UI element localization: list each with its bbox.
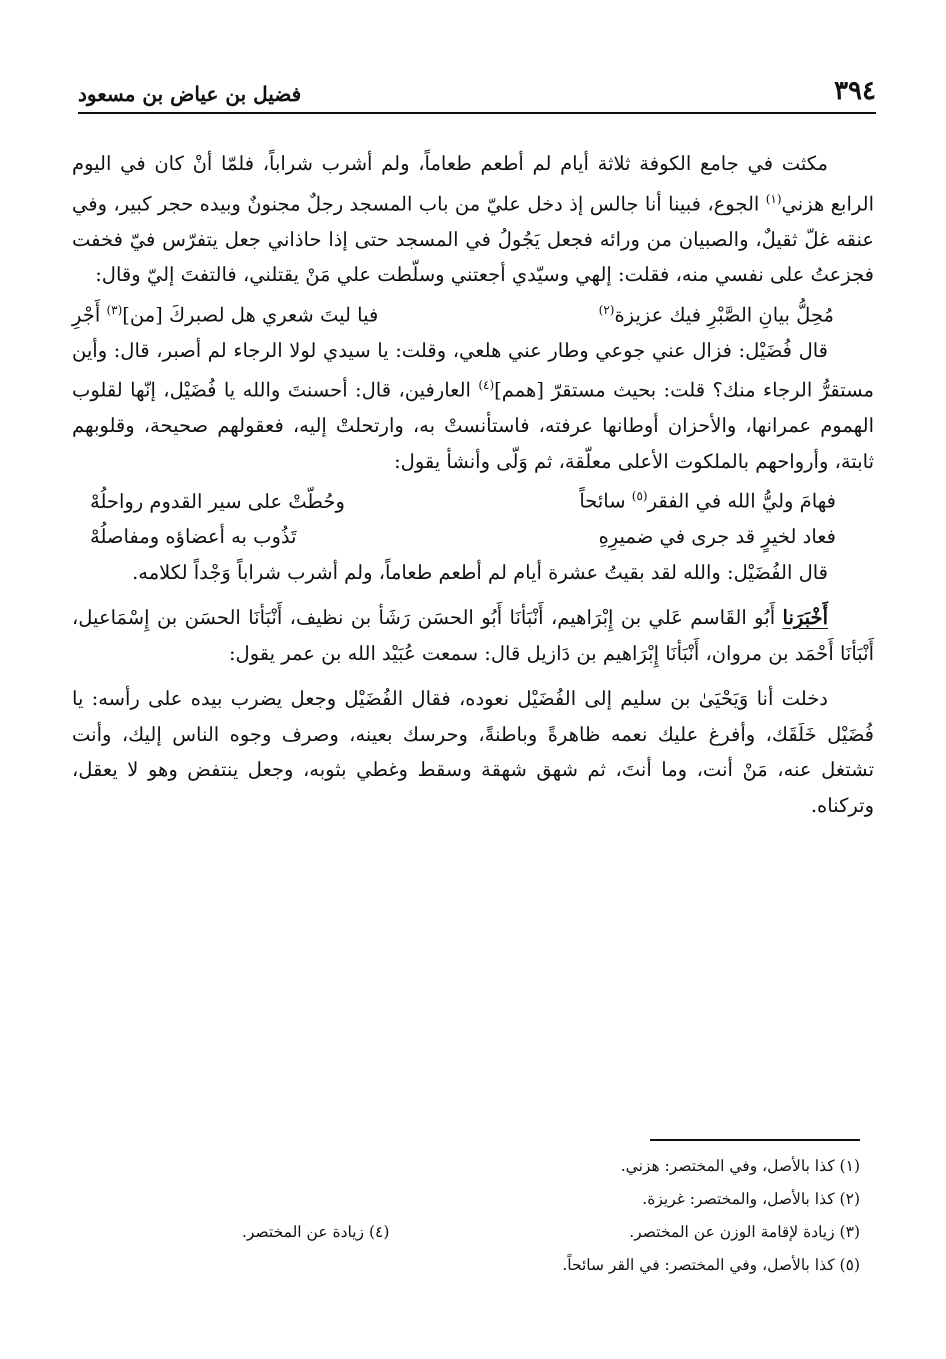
verse-3-second-hemistich: تَذُوب به أعضاؤه ومفاصلُهْ	[90, 525, 297, 548]
verse-2-first-hemistich	[579, 479, 836, 519]
verse-1-first-hemistich	[599, 293, 834, 333]
running-title: فضيل بن عياض بن مسعود	[78, 82, 302, 106]
footnote-ref-1: (١)	[765, 191, 782, 206]
footnote-divider	[650, 1139, 860, 1141]
verse-3-first-hemistich: فعاد لخيرٍ قد جرى في ضميرِهِ	[598, 525, 836, 548]
verse-line-1	[72, 293, 874, 333]
page-number: ٣٩٤	[834, 76, 876, 106]
verse-1-second-hemistich	[72, 293, 378, 333]
footnote-ref-3: (٣)	[106, 302, 123, 317]
footnote-1	[72, 1150, 860, 1183]
footnote-2	[72, 1183, 860, 1216]
footnote-4-text: (٤) زيادة عن المختصر.	[242, 1223, 390, 1241]
akhbarana-lead: أَخْبَرَنا	[782, 606, 828, 629]
paragraph-4-text: أَبُو القَاسم عَلي بن إِبْرَاهيم، أَنْبَأنَا أَبُو الحسَن رَشَأ بن نظيف، أَنْبَأنَا الحسَن بن إِسْمَاعيل، أَنْبَأنَا أَحْمَد بن مروان، أَنْبَأنَا إِبْرَاهيم بن دَازيل قال: سمعت عُبَيْد الله بن عمر يقول:	[72, 606, 874, 665]
section-gap	[72, 590, 874, 600]
paragraph-2-continued: العارفين، قال: أحسنتَ والله يا فُضَيْل، إنّها لقلوب الهموم عمرانها، والأحزان أوطانها عرفته، فاستأنستْ به، وارتحلتْ إليه، فعقولهم صحيحة، وقلوبهم ثابتة، وأرواحهم بالملكوت الأعلى معلّقة، ثم وَلّى وأنشأ يقول:	[72, 378, 874, 473]
section-gap-2	[72, 671, 874, 681]
footnote-1-text: (١) كذا بالأصل، وفي المختصر: هزني.	[620, 1157, 860, 1175]
footnote-5-text: (٥) كذا بالأصل، وفي المختصر: في القر سائحاً.	[562, 1256, 860, 1274]
footnote-ref-2: (٢)	[598, 302, 615, 317]
footnote-2-text: (٢) كذا بالأصل، والمختصر: غريزة.	[642, 1190, 860, 1208]
paragraph-3: قال الفُضَيْل: والله لقد بقيتُ عشرة أيام لم أطعم طعاماً، ولم أشرب شراباً وَجْداً لكلامه.	[132, 560, 828, 584]
verse-1-b-end: أَجْرِ	[72, 303, 107, 326]
footnotes	[72, 1150, 860, 1282]
footnote-ref-4: (٤)	[478, 378, 495, 392]
footnote-row-3-4	[72, 1216, 860, 1249]
footnote-5	[72, 1249, 860, 1282]
paragraph-1-continued: الجوع، فبينا أنا جالس إذ دخل عليّ من باب المسجد رجلٌ مجنونٌ وبيده حجر كبير، وفي عنقه غلّ ثقيلٌ، والصبيان من ورائه فجعل يَجُولُ في المسجد حتى إذا حاذاني جعل يتفرّس فيّ فخفت فجزعتُ على نفسي منه، فقلت: إلهي وسيّدي أجعتني وسلّطت علي مَنْ يقتلني، فالتفتَ إليّ وقال:	[72, 192, 874, 286]
page-header	[78, 68, 876, 114]
verse-2-a-end: سائحاً	[579, 489, 632, 513]
paragraph-4-isnad	[72, 600, 874, 671]
verse-line-3	[72, 519, 874, 555]
paragraph-5: دخلت أنا وَيَحْيَىٰ بن سليم إلى الفُضَيْل نعوده، فقال الفُضَيْل وجعل يضرب بيده على رأسه: يا فُضَيْل خَلَقَك، وأفرغ عليك نعمه ظاهرةً وباطنةً، وحرسك بعينه، وصرف وجوه الناس إليك، وأنت تشتغل عنه، مَنْ أنت، وما أنتَ، ثم شهق شهقة وسقط وغطي بثوبه، وجعل ينتفض وهو لا يعقل، وتركناه.	[72, 687, 874, 817]
verse-2-second-hemistich: وحُطّتْ على سير القدوم رواحلُهْ	[90, 489, 345, 513]
verse-2-a-text: فهامَ وليُّ الله في الفقر	[647, 489, 836, 513]
verse-1-b-text: فيا ليتَ شعري هل لصبركَ [من]	[122, 303, 379, 326]
footnote-ref-5: (٥)	[631, 489, 648, 503]
footnote-3-text: (٣) زيادة لإقامة الوزن عن المختصر.	[629, 1223, 860, 1241]
paragraph-2-text: قال فُضَيْل: فزال عني جوعي وطار عني هلعي، وقلت: يا سيدي لولا الرجاء لم أصبر، قال: وأين مستقرُّ الرجاء منك؟ قلت: بحيث مستقرّ [همم]	[72, 338, 875, 402]
main-text	[72, 146, 874, 823]
paragraph-2	[72, 333, 874, 480]
paragraph-1	[72, 146, 874, 293]
verse-line-2	[72, 479, 874, 519]
verse-1-a-text: مُحِلُّ بيانِ الصَّبْرِ فيك عزيزة	[614, 303, 834, 326]
paragraph-1-text: مكثت في جامع الكوفة ثلاثة أيام لم أطعم طعاماً، ولم أشرب شراباً، فلمّا أنْ كان في اليوم الرابع هزني	[72, 152, 875, 215]
